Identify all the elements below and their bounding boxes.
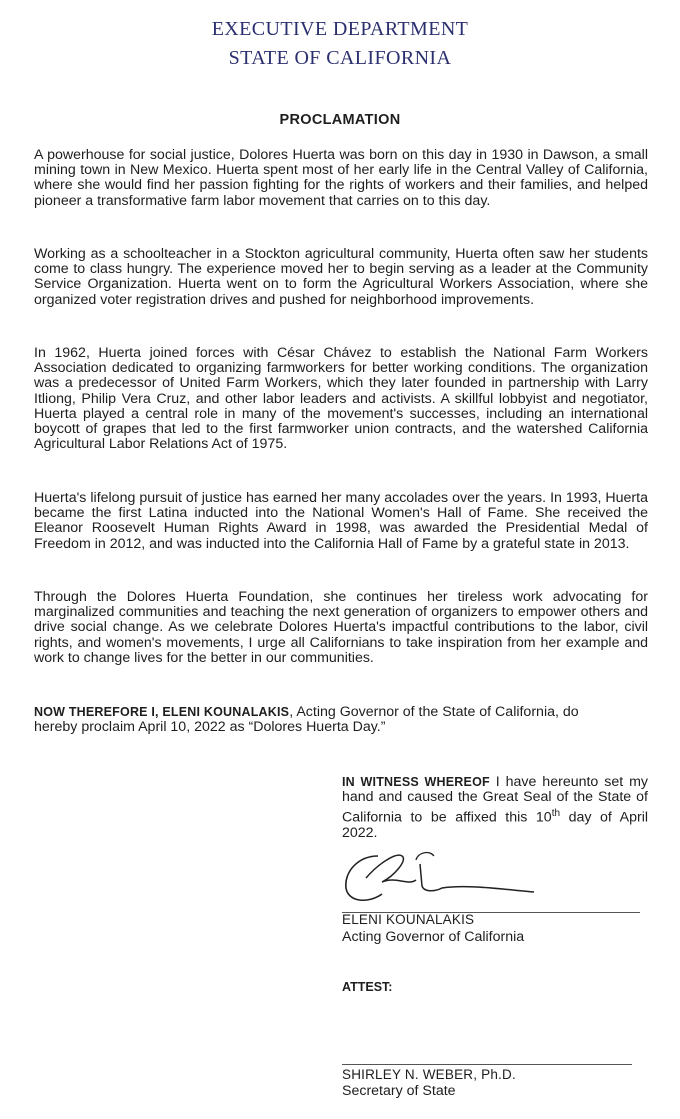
secretary-title: Secretary of State bbox=[342, 1083, 456, 1099]
secretary-name: SHIRLEY N. WEBER, Ph.D. bbox=[342, 1067, 516, 1082]
witness-sup: th bbox=[551, 807, 561, 819]
state-heading: STATE OF CALIFORNIA bbox=[228, 47, 452, 69]
document-title: PROCLAMATION bbox=[279, 112, 401, 128]
proclamation-statement bbox=[34, 705, 594, 735]
governor-signature bbox=[338, 842, 538, 912]
governor-title: Acting Governor of California bbox=[342, 929, 525, 945]
witness-text-a: I have hereunto set my hand and caused the Great Seal of the State of California to be affixed this 10 bbox=[342, 774, 648, 826]
witness-text-b: day of April 2022. bbox=[342, 809, 648, 841]
department-heading: EXECUTIVE DEPARTMENT bbox=[211, 18, 469, 40]
paragraph-1: A powerhouse for social justice, Dolores Huerta was born on this day in 1930 in Dawson, a small mining town in New Mexico. Huerta spent most of her early life in the Central Valley of California, where she would find her passion fighting for the rights of workers and their families, and helped pioneer a transformative farm labor movement that carries on to this day. bbox=[34, 147, 648, 209]
governor-name: ELENI KOUNALAKIS bbox=[342, 912, 475, 927]
proclamation-lead: NOW THEREFORE I, ELENI KOUNALAKIS bbox=[34, 705, 290, 719]
signature-line-secretary bbox=[342, 1064, 632, 1065]
paragraph-4: Huerta's lifelong pursuit of justice has earned her many accolades over the years. In 1993, Huerta became the first Latina inducted into the National Women's Hall of Fame. She received the Eleanor Roosevelt Human Rights Award in 1998, was awarded the Presidential Medal of Freedom in 2012, and was inducted into the California Hall of Fame by a grateful state in 2013. bbox=[34, 490, 648, 552]
paragraph-2: Working as a schoolteacher in a Stockton agricultural community, Huerta often saw her students come to class hungry. The experience moved her to begin serving as a leader at the Community Service Organization. Huerta went on to form the Agricultural Workers Association, where she organized voter registration drives and pushed for neighborhood improvements. bbox=[34, 246, 648, 308]
witness-lead: IN WITNESS WHEREOF bbox=[342, 775, 490, 789]
paragraph-3: In 1962, Huerta joined forces with César Chávez to establish the National Farm Workers Association dedicated to organizing farmworkers for better working conditions. The organization was a predecessor of United Farm Workers, which they later founded in partnership with Larry Itliong, Philip Vera Cruz, and other labor leaders and activists. A skillful lobbyist and negotiator, Huerta played a central role in many of the movement's successes, including an international boycott of grapes that led to the first farmworker union contracts, and the watershed California Agricultural Labor Relations Act of 1975. bbox=[34, 345, 648, 453]
proclamation-text: , Acting Governor of the State of California, do hereby proclaim April 10, 2022 as “Dolores Huerta Day.” bbox=[34, 704, 579, 736]
witness-block bbox=[342, 775, 648, 841]
attest-label: ATTEST: bbox=[342, 980, 393, 994]
paragraph-5: Through the Dolores Huerta Foundation, she continues her tireless work advocating for marginalized communities and teaching the next generation of organizers to empower others and drive social change. As we celebrate Dolores Huerta's impactful contributions to the labor, civil rights, and women's movements, I urge all Californians to take inspiration from her example and work to change lives for the better in our communities. bbox=[34, 589, 648, 666]
